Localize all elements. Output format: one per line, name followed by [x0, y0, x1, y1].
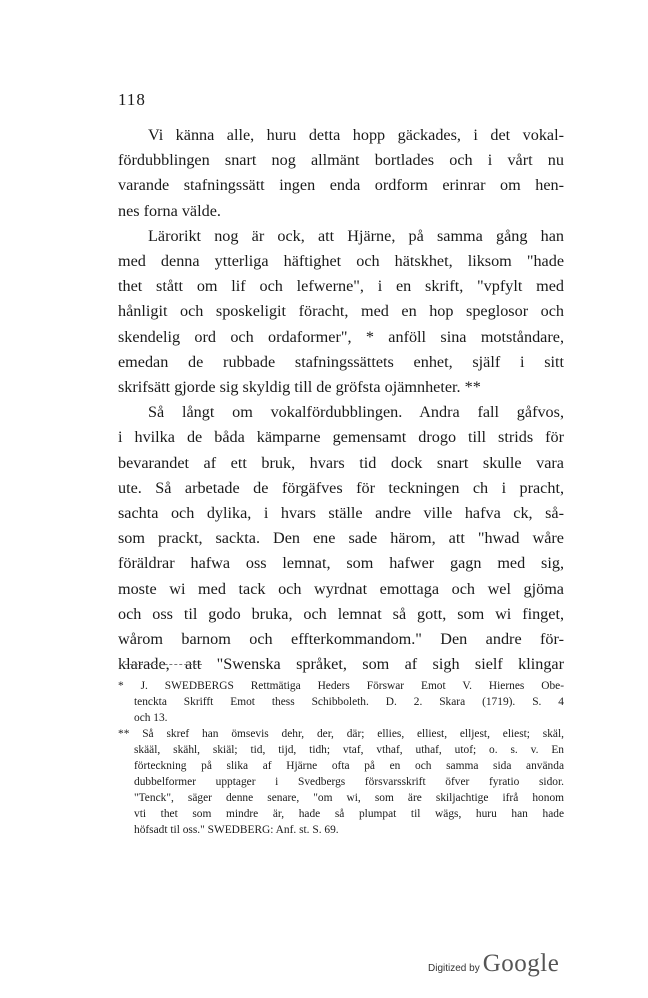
body-line: skrifsätt gjorde sig skyldig till de gröfsta ojämnheter. ** [118, 378, 481, 397]
body-text [118, 123, 564, 677]
digitized-watermark [428, 950, 559, 978]
digitized-label: Digitized by [428, 963, 480, 974]
body-line: emedan de rubbade stafningssättets enhet, själf i sitt [118, 352, 564, 371]
body-line: hånligit och sposkeligit föracht, med en hop speglosor och [118, 302, 564, 321]
footnote-line: dubbelformer upptager i Svedbergs försvarsskrift öfver fyratio sidor. [134, 776, 564, 788]
footnote-divider [120, 664, 202, 665]
body-line: föräldrar hafwa oss lemnat, som hafwer gagn med sig, [118, 554, 564, 573]
footnotes [118, 678, 564, 838]
footnote-line: och 13. [134, 712, 168, 724]
body-line: Lärorikt nog är ock, att Hjärne, på samma gång han [148, 226, 564, 245]
body-line: Vi känna alle, huru detta hopp gäckades, i det vokal- [148, 126, 564, 144]
body-line: nes forna välde. [118, 201, 221, 220]
body-line: med denna ytterliga häftighet och hätskhet, liksom "hade [118, 252, 564, 271]
page-number: 118 [118, 90, 146, 109]
body-line: thet stått om lif och lefwerne", i en skrift, "vpfylt med [118, 277, 564, 296]
body-line: wårom barnom och effterkommandom." Den andre för- [118, 630, 564, 649]
footnote-line: ** Så skref han ömsevis dehr, der, där; ellies, elliest, elljest, eliest; skäl, [118, 728, 564, 740]
body-line: Så långt om vokalfördubblingen. Andra fall gåfvos, [148, 403, 564, 422]
body-line: fördubblingen snart nog allmänt bortlades och i vårt nu [118, 151, 564, 170]
body-line: moste wi med tack och wyrdnat emottaga och wel gjöma [118, 579, 564, 598]
body-line: varande stafningssätt ingen enda ordform erinrar om hen- [118, 176, 564, 195]
body-line: sachta och dylika, i hvars ställe andre ville hafva ck, så- [118, 504, 564, 523]
body-line: klarade, att "Swenska språket, som af sigh sielf klingar [118, 655, 564, 674]
footnote-line: tenckta Skrifft Emot thess Schibboleth. D. 2. Skara (1719). S. 4 [134, 696, 564, 708]
google-logo: Google [482, 950, 560, 977]
footnote-line: höfsadt til oss." SWEDBERG: Anf. st. S. 69. [134, 824, 339, 836]
body-line: bevarandet af ett bruk, hvars tid dock snart skulle vara [118, 453, 564, 472]
body-line: skendelig ord och ordaformer", * anföll sina motståndare, [118, 327, 564, 346]
footnote-line: "Tenck", säger denne senare, "om wi, som äre skiljachtige ifrå honom [134, 792, 564, 804]
footnote-line: * J. SWEDBERGS Rettmätiga Heders Förswar Emot V. Hiernes Obe- [118, 680, 564, 692]
body-line: och oss til godo bruka, och lemnat så gott, som wi finget, [118, 604, 564, 623]
body-line: som prackt, sackta. Den ene sade härom, att "hwad wåre [118, 529, 564, 548]
footnote-line: vti thet som mindre är, hade så plumpat til wägs, huru han hade [134, 808, 564, 820]
footnote-line: förteckning på slika af Hjärne ofta på en och samma sida använda [134, 760, 564, 772]
footnote-line: skääl, skähl, skiäl; tid, tijd, tidh; vtaf, vthaf, uthaf, utof; o. s. v. En [134, 744, 564, 756]
body-line: i hvilka de båda kämparne gemensamt drogo till strids för [118, 428, 564, 447]
body-line: ute. Så arbetade de förgäfves för teckningen ch i pracht, [118, 478, 564, 497]
